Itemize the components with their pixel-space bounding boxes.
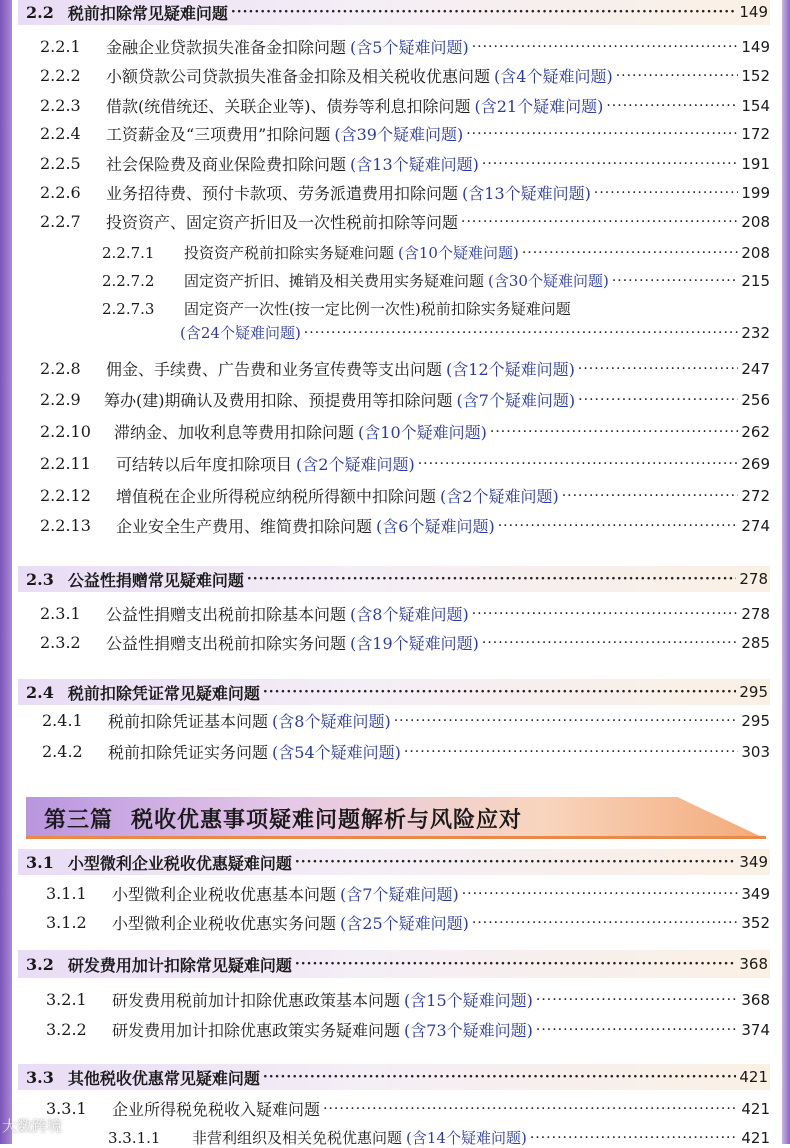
page-number: 349	[741, 884, 770, 903]
toc-entry[interactable]	[40, 357, 770, 380]
entry-number: 3.3.1	[46, 1099, 87, 1118]
section-number: 3.3	[26, 1067, 54, 1087]
entry-title: 社会保险费及商业保险费扣除问题	[106, 155, 347, 174]
entry-number: 2.3.1	[40, 604, 81, 623]
page-number: 421	[741, 1099, 770, 1118]
toc-section[interactable]	[18, 679, 770, 705]
toc-subentry[interactable]	[102, 242, 770, 263]
page-number: 247	[741, 359, 770, 378]
page-number: 368	[739, 955, 768, 973]
question-count: (含10个疑难问题)	[358, 423, 487, 442]
question-count: (含14个疑难问题)	[406, 1129, 527, 1147]
page-number: 256	[741, 390, 770, 409]
leader-dots	[394, 713, 739, 729]
entry-number: 3.2.1	[46, 990, 87, 1009]
question-count: (含2个疑难问题)	[440, 487, 559, 506]
leader-dots	[522, 245, 739, 261]
page-number: 149	[741, 37, 770, 56]
entry-title: 金融企业贷款损失准备金扣除问题	[106, 38, 347, 57]
toc-subentry[interactable]	[102, 298, 770, 319]
page-number: 149	[739, 3, 768, 21]
leader-dots	[616, 68, 739, 84]
entry-title: 公益性捐赠支出税前扣除实务问题	[106, 634, 347, 653]
entry-title: 研发费用加计扣除优惠政策实务疑难问题	[112, 1021, 401, 1040]
entry-title: 小型微利企业税收优惠基本问题	[112, 885, 337, 904]
page-number: 295	[741, 711, 770, 730]
entry-title: 佣金、手续费、广告费和业务宣传费等支出问题	[106, 360, 443, 379]
page-number: 285	[741, 633, 770, 652]
toc-entry[interactable]	[40, 452, 770, 475]
page-number: 269	[741, 454, 770, 473]
entry-title: 投资资产、固定资产折旧及一次性税前扣除等问题	[106, 213, 459, 232]
toc-entry[interactable]	[46, 1097, 770, 1120]
toc-entry[interactable]	[46, 988, 770, 1011]
entry-number: 3.1.2	[46, 913, 87, 932]
leader-dots	[472, 39, 739, 55]
page-number: 262	[741, 422, 770, 441]
question-count: (含21个疑难问题)	[474, 97, 604, 116]
right-border	[782, 0, 790, 1144]
entry-title: 非营利组织及相关免税优惠问题	[192, 1129, 403, 1147]
page-number: 368	[741, 990, 770, 1009]
part-title: 税收优惠事项疑难问题解析与风险应对	[131, 807, 523, 833]
entry-title: 投资资产税前扣除实务疑难问题	[184, 244, 395, 262]
toc-entry[interactable]	[46, 911, 770, 934]
entry-title: 小型微利企业税收优惠实务问题	[112, 914, 337, 933]
question-count: (含25个疑难问题)	[340, 914, 469, 933]
leader-dots	[482, 635, 738, 651]
entry-number: 2.2.1	[40, 37, 81, 56]
leader-dots	[263, 684, 737, 700]
entry-number: 2.2.9	[40, 390, 81, 409]
entry-number: 2.2.10	[40, 422, 91, 441]
entry-number: 2.2.4	[40, 124, 81, 143]
toc-entry[interactable]	[40, 484, 770, 507]
page-number: 154	[741, 96, 770, 115]
entry-title: 滞纳金、加收利息等费用扣除问题	[114, 423, 355, 442]
leader-dots	[418, 456, 739, 472]
leader-dots	[295, 956, 737, 972]
watermark: 大数跨境	[2, 1117, 63, 1135]
toc-entry[interactable]	[40, 122, 770, 145]
section-title: 研发费用加计扣除常见疑难问题	[67, 955, 292, 975]
entry-title: 借款(统借统还、关联企业等)、债券等利息扣除问题	[106, 97, 471, 116]
toc-subentry[interactable]	[102, 270, 770, 291]
toc-entry[interactable]	[42, 740, 770, 763]
question-count: (含10个疑难问题)	[398, 244, 519, 262]
toc-entry[interactable]	[42, 709, 770, 732]
banner-underline	[26, 836, 766, 839]
leader-dots	[304, 325, 739, 341]
leader-dots	[404, 744, 738, 760]
question-count: (含13个疑难问题)	[462, 184, 591, 203]
leader-dots	[578, 361, 738, 377]
question-count: (含7个疑难问题)	[340, 885, 459, 904]
page-number: 303	[741, 742, 770, 761]
part-label: 第三篇	[44, 807, 114, 833]
page-number: 352	[741, 913, 770, 932]
entry-title: 工资薪金及“三项费用”扣除问题	[106, 125, 331, 144]
entry-number: 2.2.5	[40, 154, 81, 173]
leader-dots	[562, 488, 739, 504]
entry-title: 业务招待费、预付卡款项、劳务派遣费用扣除问题	[106, 184, 459, 203]
question-count: (含2个疑难问题)	[296, 455, 415, 474]
toc-section[interactable]	[18, 950, 770, 978]
page-number: 421	[741, 1128, 770, 1147]
page-number: 191	[741, 154, 770, 173]
leader-dots	[231, 4, 737, 20]
page-number: 215	[741, 271, 770, 290]
toc-entry[interactable]	[40, 210, 770, 233]
toc-entry[interactable]	[40, 388, 770, 411]
section-number: 2.3	[26, 569, 54, 589]
question-count: (含54个疑难问题)	[272, 743, 401, 762]
toc-entry[interactable]	[40, 64, 770, 87]
page-number: 295	[739, 683, 768, 701]
page-number: 172	[741, 124, 770, 143]
toc-entry[interactable]	[40, 181, 770, 204]
question-count: (含6个疑难问题)	[376, 517, 495, 536]
question-count: (含19个疑难问题)	[350, 634, 479, 653]
entry-title: 筹办(建)期确认及费用扣除、预提费用等扣除问题	[104, 391, 453, 410]
entry-title: 增值税在企业所得税应纳税所得额中扣除问题	[116, 487, 437, 506]
page-number: 208	[741, 212, 770, 231]
entry-title: 可结转以后年度扣除项目	[116, 455, 293, 474]
part-banner[interactable]	[26, 797, 766, 839]
leader-dots	[466, 126, 738, 142]
toc-page	[18, 0, 774, 1147]
question-count: (含15个疑难问题)	[404, 991, 533, 1010]
leader-dots	[462, 886, 739, 902]
leader-dots	[247, 571, 737, 587]
entry-number: 2.2.2	[40, 66, 81, 85]
section-title: 税前扣除常见疑难问题	[67, 3, 228, 23]
question-count: (含13个疑难问题)	[350, 155, 479, 174]
toc-section[interactable]	[18, 566, 770, 592]
leader-dots	[461, 214, 738, 230]
toc-entry[interactable]	[46, 882, 770, 905]
entry-number: 3.3.1.1	[108, 1128, 161, 1147]
leader-dots	[295, 854, 737, 870]
toc-entry[interactable]	[40, 420, 770, 443]
entry-title: 公益性捐赠支出税前扣除基本问题	[106, 605, 347, 624]
entry-title: 固定资产一次性(按一定比例一次性)税前扣除实务疑难问题	[184, 300, 571, 318]
toc-section[interactable]	[18, 849, 770, 875]
entry-title: 税前扣除凭证基本问题	[108, 712, 269, 731]
leader-dots	[472, 915, 738, 931]
page-number: 232	[741, 323, 770, 342]
question-count: (含4个疑难问题)	[494, 67, 613, 86]
toc-section[interactable]	[18, 0, 770, 25]
leader-dots	[536, 992, 738, 1008]
toc-entry[interactable]	[40, 514, 770, 537]
page-number: 152	[741, 66, 770, 85]
leader-dots	[482, 156, 738, 172]
question-count: (含8个疑难问题)	[350, 605, 469, 624]
page-number: 208	[741, 243, 770, 262]
toc-entry[interactable]	[40, 602, 770, 625]
leader-dots	[490, 424, 738, 440]
page-number: 199	[741, 183, 770, 202]
entry-number: 2.2.6	[40, 183, 81, 202]
page-number: 274	[741, 516, 770, 535]
left-border	[0, 0, 12, 1144]
toc-subentry[interactable]	[108, 1127, 770, 1148]
entry-title: 研发费用税前加计扣除优惠政策基本问题	[112, 991, 401, 1010]
page-number: 278	[741, 604, 770, 623]
question-count: (含39个疑难问题)	[334, 125, 464, 144]
leader-dots	[498, 518, 739, 534]
leader-dots	[472, 606, 739, 622]
part-heading	[44, 803, 540, 834]
section-title: 公益性捐赠常见疑难问题	[67, 570, 244, 590]
leader-dots	[530, 1130, 739, 1146]
leader-dots	[606, 98, 738, 114]
leader-dots	[578, 392, 738, 408]
entry-number: 3.2.2	[46, 1020, 87, 1039]
entry-title: 税前扣除凭证实务问题	[108, 743, 269, 762]
section-number: 3.1	[26, 852, 54, 872]
entry-number: 2.2.12	[40, 486, 91, 505]
entry-number: 2.2.8	[40, 359, 81, 378]
entry-number: 2.4.1	[42, 711, 83, 730]
entry-number: 2.3.2	[40, 633, 81, 652]
toc-entry[interactable]	[40, 152, 770, 175]
page-number: 421	[739, 1068, 768, 1086]
entry-title: 企业所得税免税收入疑难问题	[112, 1100, 321, 1119]
section-number: 2.4	[26, 682, 54, 702]
entry-title: 固定资产折旧、摊销及相关费用实务疑难问题	[184, 272, 485, 290]
question-count: (含30个疑难问题)	[488, 272, 609, 290]
entry-number: 3.1.1	[46, 884, 87, 903]
leader-dots	[536, 1022, 738, 1038]
leader-dots	[323, 1101, 738, 1117]
entry-number: 2.2.7.1	[102, 243, 155, 262]
entry-title: 企业安全生产费用、维简费扣除问题	[116, 517, 373, 536]
entry-number: 2.2.3	[40, 96, 81, 115]
entry-number: 2.4.2	[42, 742, 83, 761]
section-title: 小型微利企业税收优惠疑难问题	[67, 853, 292, 873]
entry-title: 小额贷款公司贷款损失准备金扣除及相关税收优惠问题	[106, 67, 491, 86]
question-count: (含73个疑难问题)	[404, 1021, 533, 1040]
toc-entry[interactable]	[40, 35, 770, 58]
question-count: (含24个疑难问题)	[180, 324, 301, 342]
section-title: 其他税收优惠常见疑难问题	[67, 1068, 260, 1088]
entry-number: 2.2.7.3	[102, 299, 155, 318]
page-number: 349	[739, 853, 768, 871]
question-count: (含8个疑难问题)	[272, 712, 391, 731]
entry-number: 2.2.7.2	[102, 271, 155, 290]
question-count: (含12个疑难问题)	[446, 360, 575, 379]
toc-entry[interactable]	[40, 94, 770, 117]
toc-entry[interactable]	[40, 631, 770, 654]
section-number: 3.2	[26, 954, 54, 974]
toc-section[interactable]	[18, 1064, 770, 1090]
leader-dots	[594, 185, 738, 201]
question-count: (含7个疑难问题)	[456, 391, 576, 410]
page-number: 278	[739, 570, 768, 588]
question-count: (含5个疑难问题)	[350, 38, 469, 57]
section-number: 2.2	[26, 2, 54, 22]
section-title: 税前扣除凭证常见疑难问题	[67, 683, 260, 703]
page-number: 374	[741, 1020, 770, 1039]
entry-number: 2.2.11	[40, 454, 91, 473]
toc-entry[interactable]	[46, 1018, 770, 1041]
entry-number: 2.2.7	[40, 212, 81, 231]
entry-number: 2.2.13	[40, 516, 91, 535]
leader-dots	[612, 273, 739, 289]
toc-subentry-continuation[interactable]	[180, 322, 770, 343]
leader-dots	[263, 1069, 737, 1085]
page-number: 272	[741, 486, 770, 505]
